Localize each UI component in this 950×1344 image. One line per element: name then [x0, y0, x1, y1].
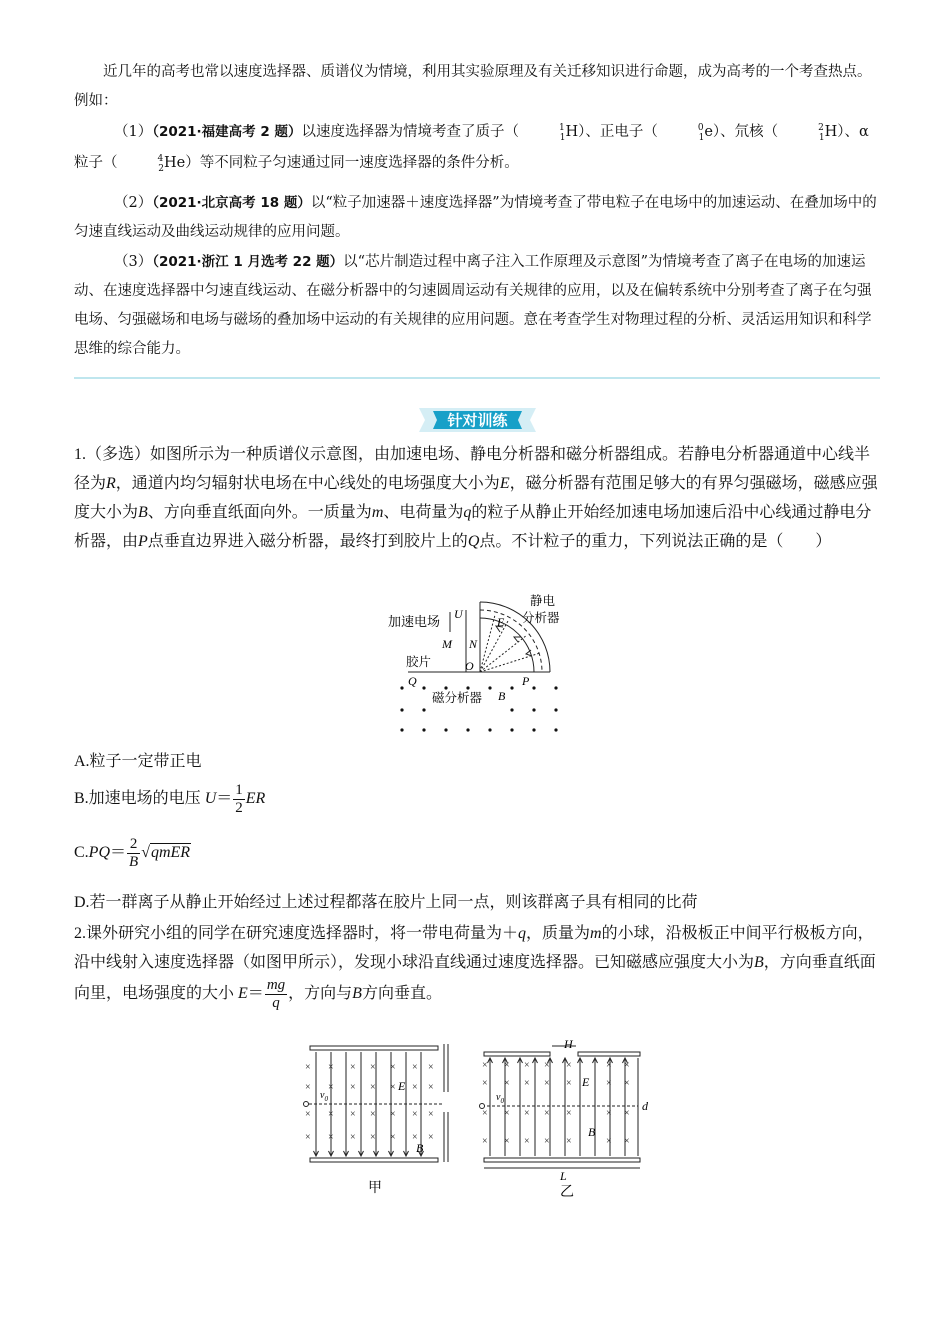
figB-label-B: B [588, 1125, 596, 1139]
section-divider [74, 377, 880, 379]
option-c [74, 836, 884, 871]
var-B: B [352, 985, 362, 1003]
cross-mark: × [606, 1108, 612, 1119]
q2-text: 方向垂直。 [361, 985, 442, 1003]
cross-mark: × [624, 1136, 630, 1147]
cross-mark: × [390, 1062, 396, 1073]
figA-label-E: E [398, 1079, 406, 1093]
item-text: He）等不同粒子匀速通过同一速度选择器的条件分析。 [163, 155, 519, 171]
cross-mark: × [428, 1132, 434, 1143]
intro-item-1 [74, 118, 880, 180]
cross-mark: × [390, 1109, 396, 1120]
figB-label-H: H [564, 1037, 573, 1051]
cross-mark: × [482, 1060, 488, 1071]
magnetic-crosses-b [482, 1060, 630, 1147]
figB-label-d: d [642, 1099, 648, 1113]
fraction-mg-over-q [265, 977, 287, 1012]
question-1-stem [74, 440, 884, 556]
cross-mark: × [390, 1132, 396, 1143]
numerator: 1 [235, 782, 243, 798]
cross-mark: × [305, 1062, 311, 1073]
cross-mark: × [350, 1132, 356, 1143]
item-number: （3） [114, 254, 153, 270]
cross-mark: × [504, 1060, 510, 1071]
cross-mark: × [566, 1078, 572, 1089]
cross-mark: × [524, 1136, 530, 1147]
velocity-selector-figure-a [300, 1040, 460, 1200]
var-ER: ER [245, 790, 266, 808]
item-text: 以“粒子加速器＋速度选择器”为情境考查了带电粒子在电场中的加速运动、在叠加场中的匀速直线运动及曲线运动规律的应用问题。 [74, 195, 877, 240]
q2-text: ，方向与 [288, 985, 353, 1003]
denominator [127, 854, 140, 871]
cross-mark: × [482, 1136, 488, 1147]
figB-label-E: E [582, 1075, 590, 1089]
alpha-symbol: $^4_2$ [157, 154, 164, 174]
q1-text: 、电荷量为 [383, 504, 464, 521]
item-source: （2021·浙江 1 月选考 22 题） [152, 254, 344, 270]
cross-mark: × [504, 1078, 510, 1089]
fig1-label-E: E [497, 615, 505, 629]
item-text: H）、正电子（ [565, 124, 658, 140]
cross-mark: × [328, 1062, 334, 1073]
equals: ＝ [110, 844, 127, 862]
cross-mark: × [544, 1136, 550, 1147]
mass-spectrometer-figure [380, 590, 570, 740]
q2-text: 2.课外研究小组的同学在研究速度选择器时，将一带电荷量为＋ [74, 925, 519, 942]
item-source: （2021·福建高考 2 题） [152, 124, 302, 140]
cross-mark: × [524, 1078, 530, 1089]
deuteron-symbol: $^2_1$ [818, 123, 825, 143]
fig1-label-M: M [442, 637, 452, 651]
v-symbol: v [496, 1092, 501, 1103]
fig1-label-accel: 加速电场 [388, 614, 441, 629]
fig1-label-static1: 静电 [530, 594, 556, 608]
q1-text: 点。不计粒子的重力，下列说法正确的是（ ） [479, 533, 832, 550]
fig1-label-mag: 磁分析器 [432, 691, 483, 705]
fraction-2-over-B [127, 836, 140, 871]
cross-mark: × [370, 1109, 376, 1120]
fraction-half [233, 782, 245, 817]
figA-label-B: B [416, 1141, 424, 1155]
var-B: B [138, 504, 148, 521]
cross-mark: × [428, 1062, 434, 1073]
q1-text: ，磁分析器有范围足够大的有界匀强磁场，磁感应强度大小为 [74, 475, 878, 521]
figA-label-v0: $v_0$ [320, 1090, 328, 1103]
figB-label-v0: $v_0$ [496, 1092, 504, 1105]
q2-text: ，方向垂直纸面向里，电场强度的大小 [74, 954, 876, 1003]
figA-caption: 甲 [368, 1181, 382, 1196]
section-banner [415, 406, 540, 434]
var-m: m [590, 925, 602, 942]
banner-title: 针对训练 [447, 411, 508, 430]
cross-mark: × [606, 1060, 612, 1071]
cross-mark: × [370, 1132, 376, 1143]
cross-mark: × [504, 1108, 510, 1119]
intro-item-3 [74, 248, 880, 364]
var-Q: Q [467, 533, 480, 550]
question-2-stem [74, 919, 884, 1012]
fig1-label-U: U [454, 607, 463, 621]
cross-mark: × [428, 1082, 434, 1093]
figB-label-L: L [560, 1169, 567, 1183]
intro-paragraph: 近几年的高考也常以速度选择器、质谱仪为情境，利用其实验原理及有关迁移知识进行命题，成为高考的一个考查热点。例如： [74, 64, 872, 109]
item-text: H）、α 粒子（ [74, 124, 869, 171]
cross-mark: × [370, 1062, 376, 1073]
radical-sign: √ [141, 844, 150, 862]
cross-mark: × [624, 1108, 630, 1119]
cross-mark: × [606, 1078, 612, 1089]
cross-mark: × [390, 1082, 396, 1093]
var-B: B [754, 954, 764, 971]
option-b [74, 782, 884, 817]
var-q: q [518, 925, 527, 942]
positron-symbol: $^0_1$ [697, 123, 705, 143]
var-P: P [138, 533, 148, 550]
cross-mark: × [412, 1062, 418, 1073]
cross-mark: × [606, 1136, 612, 1147]
cross-mark: × [544, 1060, 550, 1071]
q1-text: 1.（多选）如图所示为一种质谱仪示意图，由加速电场、静电分析器和磁分析器组成。若静电分析器通道中心线半径为 [74, 446, 871, 492]
q1-text: 、方向垂直纸面向外。一质量为 [147, 504, 372, 521]
cross-mark: × [524, 1108, 530, 1119]
var-PQ: PQ [88, 844, 110, 862]
cross-mark: × [624, 1060, 630, 1071]
cross-mark: × [328, 1082, 334, 1093]
item-text: 以速度选择器为情境考查了质子（ [301, 124, 519, 140]
item-source: （2021·北京高考 18 题） [152, 195, 311, 211]
cross-mark: × [370, 1082, 376, 1093]
cross-mark: × [350, 1109, 356, 1120]
cross-mark: × [305, 1132, 311, 1143]
denominator: q [272, 995, 280, 1011]
cross-mark: × [305, 1082, 311, 1093]
equals: ＝ [247, 985, 264, 1003]
cross-mark: × [412, 1082, 418, 1093]
cross-mark: × [305, 1109, 311, 1120]
item-text: e）、氘核（ [704, 124, 779, 140]
var-U: U [204, 790, 217, 808]
option-d: D.若一群离子从静止开始经过上述过程都落在胶片上同一点，则该群离子具有相同的比荷 [74, 894, 698, 911]
q1-text: 点垂直边界进入磁分析器，最终打到胶片上的 [147, 533, 468, 550]
cross-mark: × [482, 1108, 488, 1119]
numerator: 2 [127, 836, 140, 854]
var-q: q [463, 504, 472, 521]
fig1-label-Q: Q [408, 674, 417, 688]
proton-symbol: $^1_1$ [558, 123, 566, 143]
v-symbol: v [320, 1090, 325, 1101]
var-E: E [238, 985, 248, 1003]
cross-mark: × [544, 1078, 550, 1089]
cross-mark: × [624, 1078, 630, 1089]
item-number: （1） [114, 124, 153, 140]
item-text: 以“芯片制造过程中离子注入工作原理及示意图”为情境考查了离子在电场的加速运动、在速度选择器中匀速直线运动、在磁分析器中的匀速圆周运动有关规律的应用，以及在偏转系统中分别考查了离子在匀强电场、匀强磁场和电场与磁场的叠加场中运动的有关规律的应用问题。意在考查学生对物理过程的分析、灵活运用知识和科学思维的综合能力。 [74, 254, 872, 357]
q1-text: ，通道内均匀辐射状电场在中心线处的电场强度大小为 [115, 475, 500, 492]
cross-mark: × [412, 1132, 418, 1143]
cross-mark: × [524, 1060, 530, 1071]
cross-mark: × [482, 1078, 488, 1089]
option-b-text: B.加速电场的电压 [74, 790, 205, 808]
cross-mark: × [328, 1132, 334, 1143]
cross-mark: × [350, 1082, 356, 1093]
cross-mark: × [566, 1136, 572, 1147]
option-a: A.粒子一定带正电 [74, 753, 202, 770]
cross-mark: × [544, 1108, 550, 1119]
q2-text: ，质量为 [526, 925, 591, 942]
fig1-label-P: P [522, 674, 530, 688]
cross-mark: × [412, 1109, 418, 1120]
radicand: qmER [150, 844, 191, 862]
q1-text: 的粒子从静止开始经加速电场加速后沿中心线通过静电分析器，由 [74, 504, 872, 550]
item-number: （2） [114, 195, 153, 211]
var-R: R [106, 475, 116, 492]
fig1-label-B: B [498, 689, 506, 703]
option-c-text: C. [74, 844, 89, 862]
equals: ＝ [216, 790, 233, 808]
fig1-label-N: N [469, 637, 478, 651]
figB-caption: 乙 [560, 1185, 574, 1200]
var-m: m [371, 504, 384, 521]
fig1-label-film: 胶片 [406, 655, 432, 669]
fig1-label-O: O [465, 659, 474, 673]
cross-mark: × [566, 1060, 572, 1071]
denominator: 2 [235, 800, 243, 816]
cross-mark: × [504, 1136, 510, 1147]
q2-text: 的小球，沿极板正中间平行极板方向，沿中线射入速度选择器（如图甲所示），发现小球沿直线通过速度选择器。已知磁感应强度大小为 [74, 925, 874, 971]
fig1-label-static2: 分析器 [522, 611, 560, 625]
numerator: mg [266, 977, 286, 993]
cross-mark: × [328, 1109, 334, 1120]
intro-item-2 [74, 189, 880, 247]
var-E: E [499, 475, 510, 492]
var-B: B [129, 854, 139, 870]
cross-mark: × [566, 1108, 572, 1119]
cross-mark: × [350, 1062, 356, 1073]
cross-mark: × [428, 1109, 434, 1120]
velocity-selector-figure-b [478, 1036, 658, 1200]
